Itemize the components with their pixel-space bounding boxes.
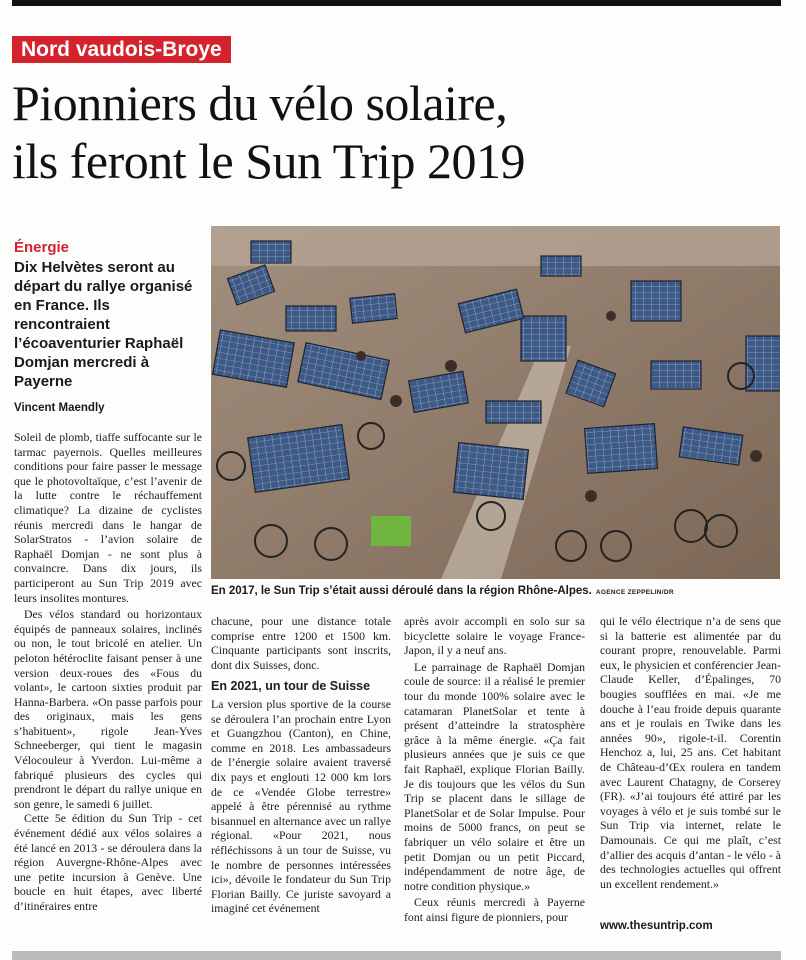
lead-block: [14, 239, 202, 414]
article-column-2: [211, 614, 391, 916]
headline-line-2: ils feront le Sun Trip 2019: [12, 133, 525, 189]
subheading: En 2021, un tour de Suisse: [211, 679, 371, 694]
chapo: Dix Helvètes seront au départ du rallye organisé en France. Ils rencontraient l’écoaventurier Raphaël Domjan mercredi à Payerne: [14, 259, 193, 390]
paragraph: Ceux réunis mercredi à Payerne font ainsi figure de pionniers, pour: [404, 895, 585, 924]
author-byline: Vincent Maendly: [14, 402, 105, 414]
photo-credit: AGENCE ZEPPELIN/DR: [595, 589, 674, 596]
article-photo: [211, 226, 780, 579]
article-column-3: [404, 614, 585, 924]
paragraph: Des vélos standard ou horizontaux équipés de panneaux solaires, inclinés ou non, le tout bricolé en atelier. Un peloton hétéroclite faisant penser à une version deux-roues des «Fous du volant», le cartoon sixties produit par Hanna-Barbera. «On passe parfois pour des originaux, mais les gens s’habituent», rigole Jean-Yves Schneeberger, qui tient le magasin Vélocouleur à Yverdon. Lui-même a fabriqué plusieurs des cycles qui prendront le départ du rallye unique en son genre, le samedi 6 juillet.: [14, 607, 202, 811]
article-column-1: [14, 430, 202, 914]
photo-caption: [211, 585, 780, 597]
paragraph: Le parrainage de Raphaël Domjan coule de source: il a réalisé le premier tour du monde 100% solaire avec le catamaran PlanetSolar et tente à présent d’atteindre la stratosphère grâce à la même énergie. «Ça fait plusieurs années que je suis ce que fait Raphaël, explique Florian Bailly. Je dis toujours que les vélos du Sun Trip se placent dans le sillage de PlanetSolar et de Solar Impulse. Pour moins de 5000 francs, on peut se fabriquer un vélo solaire et être un petit Domjan ou un petit Piccard, indépendamment de notre âge, de notre condition physique.»: [404, 659, 585, 893]
top-rule: [12, 0, 781, 6]
paragraph: La version plus sportive de la course se déroulera l’an prochain entre Lyon et Guangzhou (Canton), en Chine, comme en 2018. Les ambassadeurs de l’énergie solaire avaient traversé dix pays et englouti 12 000 km lors de ce «Vendée Globe terrestre» appelé à être pérennisé au rythme bisannuel en alternance avec un rallye régional. «Pour 2021, nous réfléchissons à un tour de Suisse, vu le nombre de personnes intéressées ici», dévoile le fondateur du Sun Trip Florian Bailly. Ce juriste savoyard a imaginé cet événement: [211, 696, 391, 916]
website-link[interactable]: www.thesuntrip.com: [600, 920, 713, 932]
caption-text: En 2017, le Sun Trip s’était aussi déroulé dans la région Rhône-Alpes.: [211, 585, 592, 597]
paragraph: chacune, pour une distance totale comprise entre 1200 et 1500 km. Cinquante participants sont inscrits, dont dix Suisses, donc.: [211, 614, 391, 672]
headline-line-1: Pionniers du vélo solaire,: [12, 75, 508, 131]
bottom-rule: [12, 951, 781, 960]
solar-bikes-photo: [211, 226, 780, 579]
paragraph: Cette 5e édition du Sun Trip - cet événement dédié aux vélos solaires a été lancé en 2013 - se déroulera dans la région Auvergne-Rhône-Alpes avec une petite incursion à Genève. Une boucle en huit étapes, avec liberté d’itinéraires entre: [14, 811, 202, 913]
paragraph: Soleil de plomb, tiaffe suffocante sur le tarmac payernois. Quelles meilleures conditions pour faire passer le message que le photovoltaïque, c’est l’avenir de la lutte contre le réchauffement climatique? La dizaine de cyclistes réunis mercredi dans le hangar de SolarStratos - l’avion solaire de Raphaël Domjan - ne sont plus à convaincre. Dans dix jours, ils participeront au Sun Trip 2019 avec leurs insolites montures.: [14, 430, 202, 605]
rubric: Énergie: [14, 239, 70, 256]
headline: [12, 74, 797, 190]
paragraph: qui le vélo électrique n’a de sens que si la batterie est alimentée par du courant propre, renouvelable. Parmi eux, le physicien et conférencier Jean-Claude Keller, d’Épalinges, 70 bougies soufflées en mai. «Je me douche à l’eau froide depuis quarante ans et je roulais en Twike dans les années 90», rigole-t-il. Corentin Henchoz a, lui, 25 ans. Cet habitant de Château-d’Œx roulera en tandem avec Laurent Chatagny, de Corserey (FR). «J’ai toujours été attiré par les voyages à vélo et je suis tombé sur le Sun Trip via internet, relate le Damounais. Ce qui me plaît, c’est d’allier des acquis d’antan - le vélo - à des technologies actuelles qui offrent un excellent rendement.»: [600, 614, 781, 891]
article-column-4: [600, 614, 781, 891]
paragraph: après avoir accompli en solo sur sa bicyclette solaire le voyage France-Japon, il y a neuf ans.: [404, 614, 585, 658]
section-label: Nord vaudois-Broye: [12, 36, 231, 63]
